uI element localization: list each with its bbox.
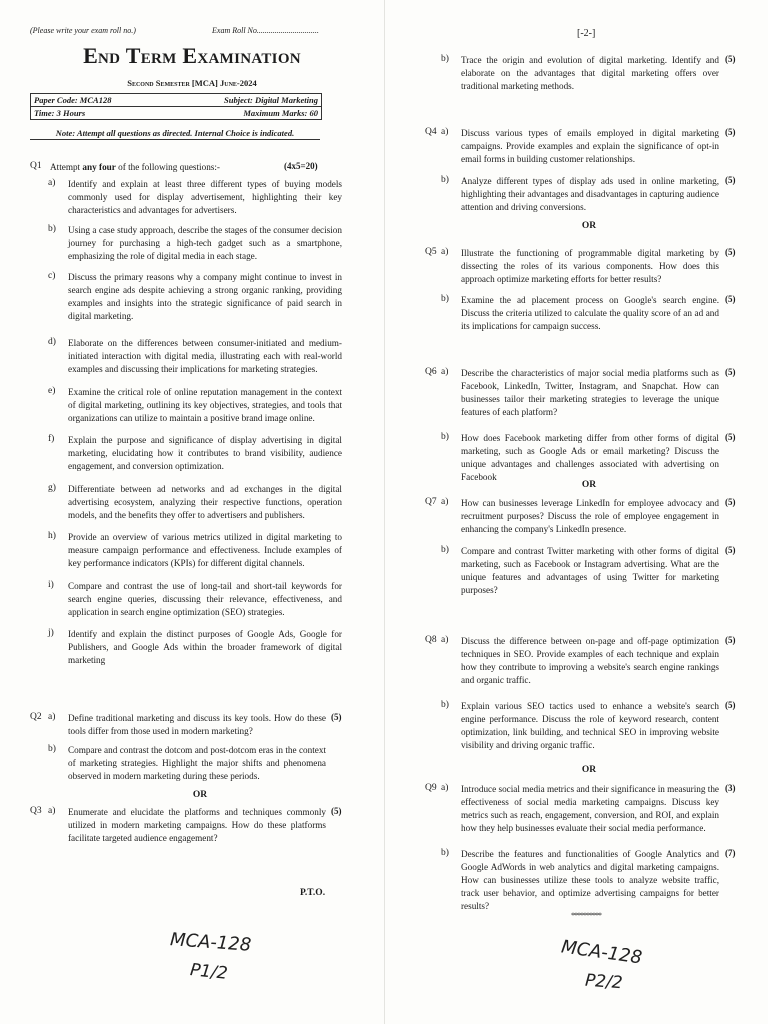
part-label: b) [441,848,449,858]
marks: (5) [331,806,342,816]
or-separator: OR [581,221,597,231]
marks: (3) [725,783,736,793]
question-text: Compare and contrast the dotcom and post-dotcom eras in the context of marketing strategies. Highlight the major shifts and phenomena observed in modern marketing during these periods. [68,745,326,781]
question-text: Describe the characteristics of major social media platforms such as Facebook, LinkedIn, Twitter, Instagram, and Snapchat. How can businesses tailor their marketing strategies to leverage the unique features of each platform? [461,368,719,417]
part-label: e) [48,386,56,396]
marks: (5) [725,497,736,507]
q1-marks: (4x5=20) [284,161,318,171]
question-number: Q8 [425,635,437,645]
question-text: Define traditional marketing and discuss its key tools. How do these tools differ from those used in modern marketing? [68,713,326,736]
question-text: Enumerate and elucidate the platforms and techniques commonly utilized in modern marketing campaigns. How do these platforms facilitate targeted audience engagement? [68,807,326,843]
part-label: i) [48,580,54,590]
question-text: Discuss various types of emails employed in digital marketing campaigns. Provide examples and explain the significance of opt-in email forms in building customer relationships. [461,128,719,164]
marks: (5) [725,367,736,377]
handwritten-page-number: P1/2 [189,960,229,984]
or-separator: OR [192,790,208,800]
exam-title: End Term Examination [83,43,301,68]
question-number: Q9 [425,783,437,793]
exam-roll-number-field: Exam Roll No............................... [212,26,319,35]
question-text: Using a case study approach, describe the stages of the consumer decision journey for purchasing a high-tech gadget such as a smartphone, emphasizing the role of digital media in each stage. [68,225,342,261]
question-text: Analyze different types of display ads used in online marketing, highlighting their advantages and disadvantages in capturing audience attention and driving conversions. [461,176,719,212]
part-label: g) [48,483,56,493]
time-allowed: Time: 3 Hours [34,108,86,118]
question-text: Examine the ad placement process on Google's search engine. Discuss the criteria utilized to calculate the quality score of an ad and its implications for campaign success. [461,295,719,331]
marks: (5) [725,54,736,64]
part-label: b) [441,175,449,185]
part-label: b) [48,224,56,234]
marks: (5) [331,712,342,722]
part-label: a) [48,712,56,722]
question-number: Q6 [425,367,437,377]
part-label: a) [48,806,56,816]
marks: (5) [725,175,736,185]
semester-line: Second Semester [MCA] June-2024 [127,78,257,88]
question-number: Q7 [425,497,437,507]
please-turn-over: P.T.O. [300,888,326,898]
paper-info-box [30,93,322,120]
marks: (5) [725,700,736,710]
question-text: Illustrate the functioning of programmable digital marketing by dissecting the roles of its various components. How does this approach optimize marketing efforts for better results? [461,248,719,284]
part-label: a) [441,635,449,645]
question-text: Identify and explain the distinct purposes of Google Ads, Google for Publishers, and Google Ads within the broader framework of digital marketing [68,629,342,665]
part-label: c) [48,271,56,281]
question-number: Q3 [30,806,42,816]
marks: (7) [725,848,736,858]
marks: (5) [725,545,736,555]
question-text: Elaborate on the differences between consumer-initiated and medium-initiated interaction with digital media, illustrating each with real-world examples and discussing their implications for marketing strategies. [68,338,342,374]
part-label: a) [441,127,449,137]
question-text: Trace the origin and evolution of digital marketing. Identify and elaborate on the advantages that digital marketing offers over traditional marketing methods. [461,55,719,91]
part-label: a) [441,247,449,257]
part-label: b) [441,545,449,555]
marks: (5) [725,635,736,645]
question-text: Provide an overview of various metrics utilized in digital marketing to measure campaign performance and effectiveness. Include examples of key performance indicators (KPIs) for different digital channels. [68,532,342,568]
info-row-2 [31,107,321,119]
question-number: Q2 [30,712,42,722]
marks: (5) [725,294,736,304]
question-text: Compare and contrast the use of long-tail and short-tail keywords for search engine queries, discussing their relevance, effectiveness, and application in search engine optimization (SEO) strategies. [68,581,342,617]
question-text: How can businesses leverage LinkedIn for employee advocacy and recruitment purposes? Discuss the role of employee engagement in enhancing the company's LinkedIn presence. [461,498,719,534]
part-label: a) [441,367,449,377]
question-text: Examine the critical role of online reputation management in the context of digital marketing, outlining its key objectives, strategies, and tools that organizations can utilize to maintain a positive brand image online. [68,387,342,423]
roll-number-note: (Please write your exam roll no.) [30,26,136,35]
subject: Subject: Digital Marketing [224,95,318,105]
question-text: Describe the features and functionalities of Google Analytics and Google AdWords in web analytics and digital marketing campaigns. How can businesses utilize these tools to analyze website traffic, track user behavior, and optimize advertising campaigns for better results? [461,849,719,911]
question-text: Explain the purpose and significance of display advertising in digital marketing, elucidating how it contributes to brand visibility, audience engagement, and conversion optimization. [68,435,342,471]
info-row-1 [31,94,321,107]
question-text: How does Facebook marketing differ from other forms of digital marketing, such as Google Ads or email marketing? Discuss the unique advantages and challenges associated with advertising on Facebook [461,433,719,482]
question-number: Q5 [425,247,437,257]
q1-intro: Attempt any four of the following questions:- [50,162,220,172]
handwritten-paper-code: MCA-128 [559,936,644,969]
or-separator: OR [581,765,597,775]
page-number: [-2-] [577,28,596,39]
question-number: Q4 [425,127,437,137]
handwritten-paper-code: MCA-128 [169,929,252,956]
part-label: f) [48,434,55,444]
part-label: b) [441,54,449,64]
part-label: a) [441,497,449,507]
part-label: a) [48,178,56,188]
part-label: a) [441,783,449,793]
question-text: Discuss the primary reasons why a company might continue to invest in search engine ads despite achieving a strong organic ranking, providing examples and insights into the strategic significance of paid search in digital marketing. [68,272,342,321]
question-text: Identify and explain at least three different types of buying models commonly used for display advertisement, highlighting their key characteristics and advantages for advertisers. [68,179,342,215]
part-label: b) [441,432,449,442]
question-number: Q1 [30,161,42,171]
question-text: Differentiate between ad networks and ad exchanges in the digital advertising ecosystem, analyzing their respective functions, operation models, and the benefits they offer to advertisers and publishers. [68,484,342,520]
part-label: b) [441,700,449,710]
marks: (5) [725,127,736,137]
or-separator: OR [581,480,597,490]
paper-code: Paper Code: MCA128 [34,95,112,105]
part-label: b) [48,744,56,754]
part-label: h) [48,531,56,541]
question-text: Compare and contrast Twitter marketing with other forms of digital marketing, such as Facebook or Instagram advertising. What are the unique features and advantages of using Twitter for marketing purposes? [461,546,719,595]
end-of-paper-stars: ********** [571,911,601,920]
instructions-note: Note: Attempt all questions as directed. Internal Choice is indicated. [30,128,320,140]
part-label: b) [441,294,449,304]
question-text: Introduce social media metrics and their significance in measuring the effectiveness of social media marketing campaigns. Discuss key metrics such as reach, engagement, conversion, and ROI, and explain how they help businesses evaluate their social media performance. [461,784,719,833]
part-label: d) [48,337,56,347]
marks: (5) [725,247,736,257]
question-text: Explain various SEO tactics used to enhance a website's search engine performance. Discuss the role of keyword research, content optimization, link building, and technical SEO in improving website visibility and driving organic traffic. [461,701,719,750]
question-text: Discuss the difference between on-page and off-page optimization techniques in SEO. Provide examples of each technique and explain how they contribute to improving a website's search engine rankings and organic traffic. [461,636,719,685]
part-label: j) [48,628,54,638]
marks: (5) [725,432,736,442]
handwritten-page-number: P2/2 [584,970,624,994]
page-2 [384,0,768,1024]
maximum-marks: Maximum Marks: 60 [243,108,318,118]
